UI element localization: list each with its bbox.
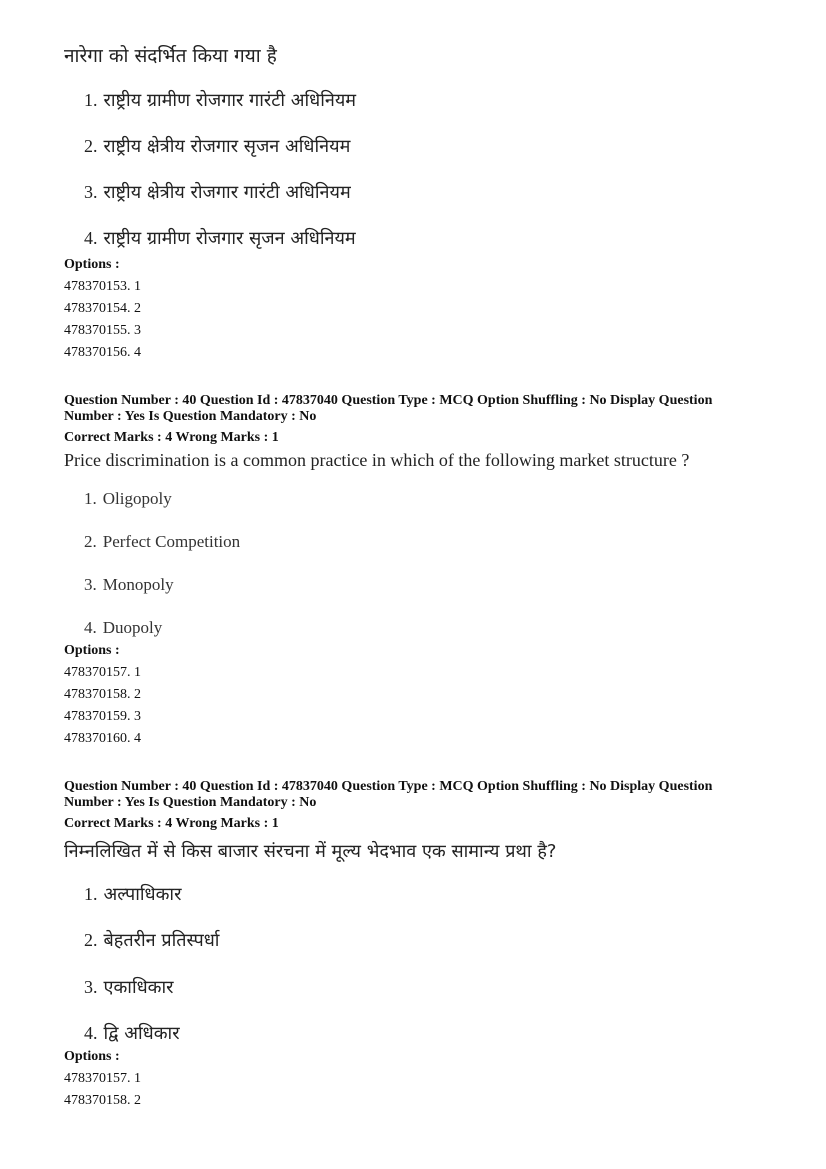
answer-choice	[84, 532, 240, 552]
options-label: Options :	[64, 1049, 120, 1064]
marks-line: Correct Marks : 4 Wrong Marks : 1	[64, 816, 279, 831]
answer-choice	[84, 134, 350, 158]
choice-number: 3.	[84, 977, 98, 997]
option-id-line: 478370157. 1	[64, 665, 141, 680]
choice-text: राष्ट्रीय क्षेत्रीय रोजगार सृजन अधिनियम	[103, 136, 351, 157]
option-id-line: 478370156. 4	[64, 345, 141, 360]
answer-choice	[84, 882, 181, 906]
answer-choice	[84, 88, 356, 112]
choice-text: Monopoly	[102, 575, 174, 594]
marks-line: Correct Marks : 4 Wrong Marks : 1	[64, 430, 279, 445]
option-id-line: 478370158. 2	[64, 1093, 141, 1108]
answer-choice	[84, 226, 356, 250]
choice-text: राष्ट्रीय ग्रामीण रोजगार सृजन अधिनियम	[103, 228, 356, 249]
question-meta: Question Number : 40 Question Id : 47837040 Question Type : MCQ Option Shuffling : No Display Question Number : Yes Is Question Mandatory : No	[64, 393, 713, 424]
choice-number: 3.	[84, 575, 97, 594]
answer-choice	[84, 575, 174, 595]
choice-number: 2.	[84, 532, 97, 551]
answer-choice	[84, 618, 162, 638]
choice-text: राष्ट्रीय ग्रामीण रोजगार गारंटी अधिनियम	[103, 90, 357, 111]
choice-text: Duopoly	[102, 618, 163, 637]
question-stem: नारेगा को संदर्भित किया गया है	[64, 45, 277, 67]
choice-text: बेहतरीन प्रतिस्पर्धा	[103, 930, 220, 951]
answer-choice	[84, 928, 219, 952]
choice-text: अल्पाधिकार	[103, 884, 182, 905]
choice-number: 1.	[84, 90, 98, 110]
choice-number: 4.	[84, 618, 97, 637]
choice-number: 4.	[84, 1023, 98, 1043]
choice-text: द्वि अधिकार	[103, 1023, 180, 1044]
option-id-line: 478370155. 3	[64, 323, 141, 338]
choice-text: राष्ट्रीय क्षेत्रीय रोजगार गारंटी अधिनियम	[103, 182, 351, 203]
choice-text: Perfect Competition	[102, 532, 241, 551]
question-stem: निम्नलिखित में से किस बाजार संरचना में मूल्य भेदभाव एक सामान्य प्रथा है?	[64, 841, 557, 862]
question-stem: Price discrimination is a common practice in which of the following market structure ?	[64, 450, 690, 470]
answer-choice	[84, 180, 351, 204]
choice-number: 1.	[84, 489, 97, 508]
answer-choice	[84, 489, 172, 509]
choice-text: एकाधिकार	[103, 977, 174, 998]
option-id-line: 478370159. 3	[64, 709, 141, 724]
choice-number: 2.	[84, 930, 98, 950]
answer-choice	[84, 1021, 180, 1045]
option-id-line: 478370157. 1	[64, 1071, 141, 1086]
choice-number: 2.	[84, 136, 98, 156]
option-id-line: 478370158. 2	[64, 687, 141, 702]
choice-text: Oligopoly	[102, 489, 172, 508]
options-label: Options :	[64, 257, 120, 272]
choice-number: 4.	[84, 228, 98, 248]
choice-number: 3.	[84, 182, 98, 202]
answer-choice	[84, 975, 174, 999]
question-meta: Question Number : 40 Question Id : 47837040 Question Type : MCQ Option Shuffling : No Display Question Number : Yes Is Question Mandatory : No	[64, 779, 713, 810]
option-id-line: 478370160. 4	[64, 731, 141, 746]
option-id-line: 478370153. 1	[64, 279, 141, 294]
choice-number: 1.	[84, 884, 98, 904]
options-label: Options :	[64, 643, 120, 658]
option-id-line: 478370154. 2	[64, 301, 141, 316]
